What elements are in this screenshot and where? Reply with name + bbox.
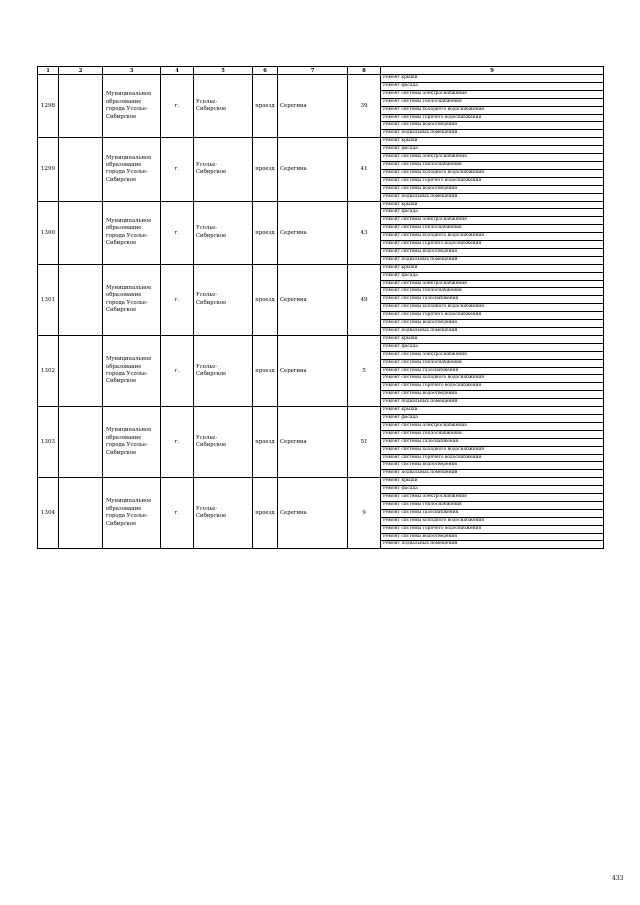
street-type: проезд	[253, 201, 278, 264]
work-type-cell: Ремонт фасада	[381, 272, 604, 280]
municipality-line: города Усолье-	[106, 370, 148, 377]
work-type-cell: Ремонт подвальных помещений	[381, 328, 604, 336]
locality-name-line: Усолье-	[196, 505, 218, 512]
locality-name-line: Сибирское	[196, 232, 227, 239]
locality-name-line: Усолье-	[196, 161, 218, 168]
table-row	[38, 75, 604, 83]
locality-name-cell	[194, 201, 253, 264]
municipality-line: города Усолье-	[106, 106, 148, 113]
street-type: проезд	[253, 407, 278, 478]
work-type-cell: Ремонт системы газоснабжения	[381, 296, 604, 304]
municipality-line: Муниципальное	[106, 498, 152, 505]
work-type-cell: Ремонт системы электроснабжения	[381, 90, 604, 98]
work-type-cell: Ремонт крыши	[381, 478, 604, 486]
page-number: 433	[612, 875, 624, 882]
municipality-line: Сибирское	[106, 176, 137, 183]
municipality-line: Сибирское	[106, 520, 137, 527]
work-type-cell: Ремонт системы теплоснабжения	[381, 98, 604, 106]
work-type-cell: Ремонт системы газоснабжения	[381, 438, 604, 446]
locality-name-line: Усолье-	[196, 434, 218, 441]
locality-name-line: Сибирское	[196, 299, 227, 306]
work-type-cell: Ремонт системы теплоснабжения	[381, 430, 604, 438]
work-type-cell: Ремонт системы газоснабжения	[381, 367, 604, 375]
work-type-cell: Ремонт системы теплоснабжения	[381, 288, 604, 296]
municipality-line: города Усолье-	[106, 442, 148, 449]
work-type-cell: Ремонт системы горячего водоснабжения	[381, 383, 604, 391]
header-row	[38, 67, 604, 75]
house-number: 41	[348, 138, 381, 201]
record-number: 1299	[38, 138, 59, 201]
work-type-cell: Ремонт системы теплоснабжения	[381, 501, 604, 509]
locality-type: г.	[161, 264, 194, 335]
house-number: 51	[348, 407, 381, 478]
locality-type: г.	[161, 335, 194, 406]
locality-name-line: Сибирское	[196, 106, 227, 113]
municipality-line: образование	[106, 292, 142, 299]
work-type-cell: Ремонт системы водоотведения	[381, 462, 604, 470]
street-type: проезд	[253, 478, 278, 549]
col-header-8: 8	[348, 67, 381, 75]
street-name: Серегина	[278, 201, 348, 264]
municipality-line: образование	[106, 434, 142, 441]
municipality-line: города Усолье-	[106, 299, 148, 306]
work-type-cell: Ремонт системы теплоснабжения	[381, 225, 604, 233]
work-type-cell: Ремонт системы водоотведения	[381, 248, 604, 256]
work-type-cell: Ремонт системы теплоснабжения	[381, 359, 604, 367]
locality-name-line: Сибирское	[196, 442, 227, 449]
work-type-cell: Ремонт подвальных помещений	[381, 470, 604, 478]
work-type-cell: Ремонт системы холодного водоснабжения	[381, 233, 604, 241]
municipality-line: города Усолье-	[106, 169, 148, 176]
municipality-line: города Усолье-	[106, 232, 148, 239]
locality-type: г.	[161, 407, 194, 478]
work-type-cell: Ремонт системы газоснабжения	[381, 509, 604, 517]
street-name: Серегина	[278, 75, 348, 138]
record-number: 1302	[38, 335, 59, 406]
locality-name-line: Усолье-	[196, 363, 218, 370]
house-number: 9	[348, 478, 381, 549]
col-header-3: 3	[103, 67, 161, 75]
work-type-cell: Ремонт фасада	[381, 486, 604, 494]
work-type-cell: Ремонт фасада	[381, 414, 604, 422]
work-type-cell: Ремонт фасада	[381, 146, 604, 154]
table-row	[38, 335, 604, 343]
locality-name-line: Сибирское	[196, 169, 227, 176]
street-type: проезд	[253, 264, 278, 335]
col-header-6: 6	[253, 67, 278, 75]
col-header-7: 7	[278, 67, 348, 75]
municipality-line: Муниципальное	[106, 427, 152, 434]
house-number: 5	[348, 335, 381, 406]
col-header-1: 1	[38, 67, 59, 75]
municipality-cell	[103, 335, 161, 406]
municipality-cell	[103, 75, 161, 138]
work-type-cell: Ремонт фасада	[381, 209, 604, 217]
work-type-cell: Ремонт системы холодного водоснабжения	[381, 375, 604, 383]
work-type-cell: Ремонт крыши	[381, 335, 604, 343]
table-row	[38, 201, 604, 209]
street-name: Серегина	[278, 407, 348, 478]
municipality-cell	[103, 407, 161, 478]
municipality-line: Муниципальное	[106, 285, 152, 292]
locality-name-line: Усолье-	[196, 225, 218, 232]
locality-name-line: Сибирское	[196, 513, 227, 520]
record-number: 1303	[38, 407, 59, 478]
work-type-cell: Ремонт системы электроснабжения	[381, 494, 604, 502]
street-name: Серегина	[278, 335, 348, 406]
work-type-cell: Ремонт системы водоотведения	[381, 533, 604, 541]
municipality-line: Сибирское	[106, 240, 137, 247]
locality-type: г.	[161, 201, 194, 264]
municipality-line: Сибирское	[106, 378, 137, 385]
locality-name-line: Сибирское	[196, 370, 227, 377]
empty-cell	[59, 264, 103, 335]
locality-type: г.	[161, 138, 194, 201]
table-row	[38, 407, 604, 415]
work-type-cell: Ремонт системы электроснабжения	[381, 351, 604, 359]
work-type-cell: Ремонт крыши	[381, 201, 604, 209]
empty-cell	[59, 335, 103, 406]
empty-cell	[59, 138, 103, 201]
municipality-cell	[103, 138, 161, 201]
work-type-cell: Ремонт подвальных помещений	[381, 541, 604, 549]
municipality-line: Муниципальное	[106, 154, 152, 161]
work-type-cell: Ремонт крыши	[381, 75, 604, 83]
locality-name-cell	[194, 335, 253, 406]
municipality-cell	[103, 201, 161, 264]
table-row	[38, 478, 604, 486]
table-row	[38, 138, 604, 146]
municipality-line: Сибирское	[106, 449, 137, 456]
municipality-line: Сибирское	[106, 307, 137, 314]
street-type: проезд	[253, 335, 278, 406]
work-type-cell: Ремонт системы электроснабжения	[381, 154, 604, 162]
locality-name-cell	[194, 264, 253, 335]
work-type-cell: Ремонт подвальных помещений	[381, 256, 604, 264]
locality-name-cell	[194, 138, 253, 201]
col-header-2: 2	[59, 67, 103, 75]
municipality-cell	[103, 264, 161, 335]
street-type: проезд	[253, 138, 278, 201]
work-type-cell: Ремонт системы холодного водоснабжения	[381, 106, 604, 114]
work-type-cell: Ремонт системы горячего водоснабжения	[381, 114, 604, 122]
work-type-cell: Ремонт системы холодного водоснабжения	[381, 446, 604, 454]
locality-type: г.	[161, 478, 194, 549]
locality-name-cell	[194, 75, 253, 138]
col-header-9: 9	[381, 67, 604, 75]
street-name: Серегина	[278, 264, 348, 335]
empty-cell	[59, 478, 103, 549]
work-type-cell: Ремонт системы теплоснабжения	[381, 161, 604, 169]
municipality-line: Муниципальное	[106, 91, 152, 98]
street-name: Серегина	[278, 478, 348, 549]
municipality-line: образование	[106, 363, 142, 370]
record-number: 1304	[38, 478, 59, 549]
work-type-cell: Ремонт системы электроснабжения	[381, 280, 604, 288]
record-number: 1301	[38, 264, 59, 335]
locality-type: г.	[161, 75, 194, 138]
work-type-cell: Ремонт фасада	[381, 82, 604, 90]
work-type-cell: Ремонт системы горячего водоснабжения	[381, 177, 604, 185]
municipality-line: образование	[106, 161, 142, 168]
work-type-cell: Ремонт системы водоотведения	[381, 185, 604, 193]
work-type-cell: Ремонт подвальных помещений	[381, 193, 604, 201]
work-type-cell: Ремонт крыши	[381, 407, 604, 415]
locality-name-cell	[194, 407, 253, 478]
house-number: 43	[348, 201, 381, 264]
work-type-cell: Ремонт фасада	[381, 343, 604, 351]
empty-cell	[59, 201, 103, 264]
municipality-line: Муниципальное	[106, 356, 152, 363]
house-number: 49	[348, 264, 381, 335]
table-row	[38, 264, 604, 272]
locality-name-line: Усолье-	[196, 98, 218, 105]
work-type-cell: Ремонт подвальных помещений	[381, 399, 604, 407]
work-type-cell: Ремонт системы холодного водоснабжения	[381, 169, 604, 177]
municipality-line: Сибирское	[106, 113, 137, 120]
work-type-cell: Ремонт системы горячего водоснабжения	[381, 312, 604, 320]
table-body	[38, 75, 604, 549]
municipality-cell	[103, 478, 161, 549]
locality-name-line: Усолье-	[196, 292, 218, 299]
street-name: Серегина	[278, 138, 348, 201]
work-type-cell: Ремонт системы водоотведения	[381, 391, 604, 399]
work-type-cell: Ремонт системы электроснабжения	[381, 422, 604, 430]
work-type-cell: Ремонт системы электроснабжения	[381, 217, 604, 225]
municipality-line: образование	[106, 225, 142, 232]
col-header-5: 5	[194, 67, 253, 75]
col-header-4: 4	[161, 67, 194, 75]
municipality-line: образование	[106, 98, 142, 105]
municipality-line: образование	[106, 505, 142, 512]
empty-cell	[59, 75, 103, 138]
record-number: 1300	[38, 201, 59, 264]
repair-register-table	[37, 66, 604, 549]
empty-cell	[59, 407, 103, 478]
record-number: 1298	[38, 75, 59, 138]
work-type-cell: Ремонт подвальных помещений	[381, 130, 604, 138]
work-type-cell: Ремонт крыши	[381, 264, 604, 272]
work-type-cell: Ремонт системы водоотведения	[381, 320, 604, 328]
work-type-cell: Ремонт системы водоотведения	[381, 122, 604, 130]
work-type-cell: Ремонт системы холодного водоснабжения	[381, 304, 604, 312]
work-type-cell: Ремонт системы горячего водоснабжения	[381, 525, 604, 533]
work-type-cell: Ремонт системы горячего водоснабжения	[381, 454, 604, 462]
work-type-cell: Ремонт системы холодного водоснабжения	[381, 517, 604, 525]
municipality-line: города Усолье-	[106, 513, 148, 520]
municipality-line: Муниципальное	[106, 217, 152, 224]
house-number: 39	[348, 75, 381, 138]
locality-name-cell	[194, 478, 253, 549]
work-type-cell: Ремонт системы горячего водоснабжения	[381, 241, 604, 249]
street-type: проезд	[253, 75, 278, 138]
work-type-cell: Ремонт крыши	[381, 138, 604, 146]
